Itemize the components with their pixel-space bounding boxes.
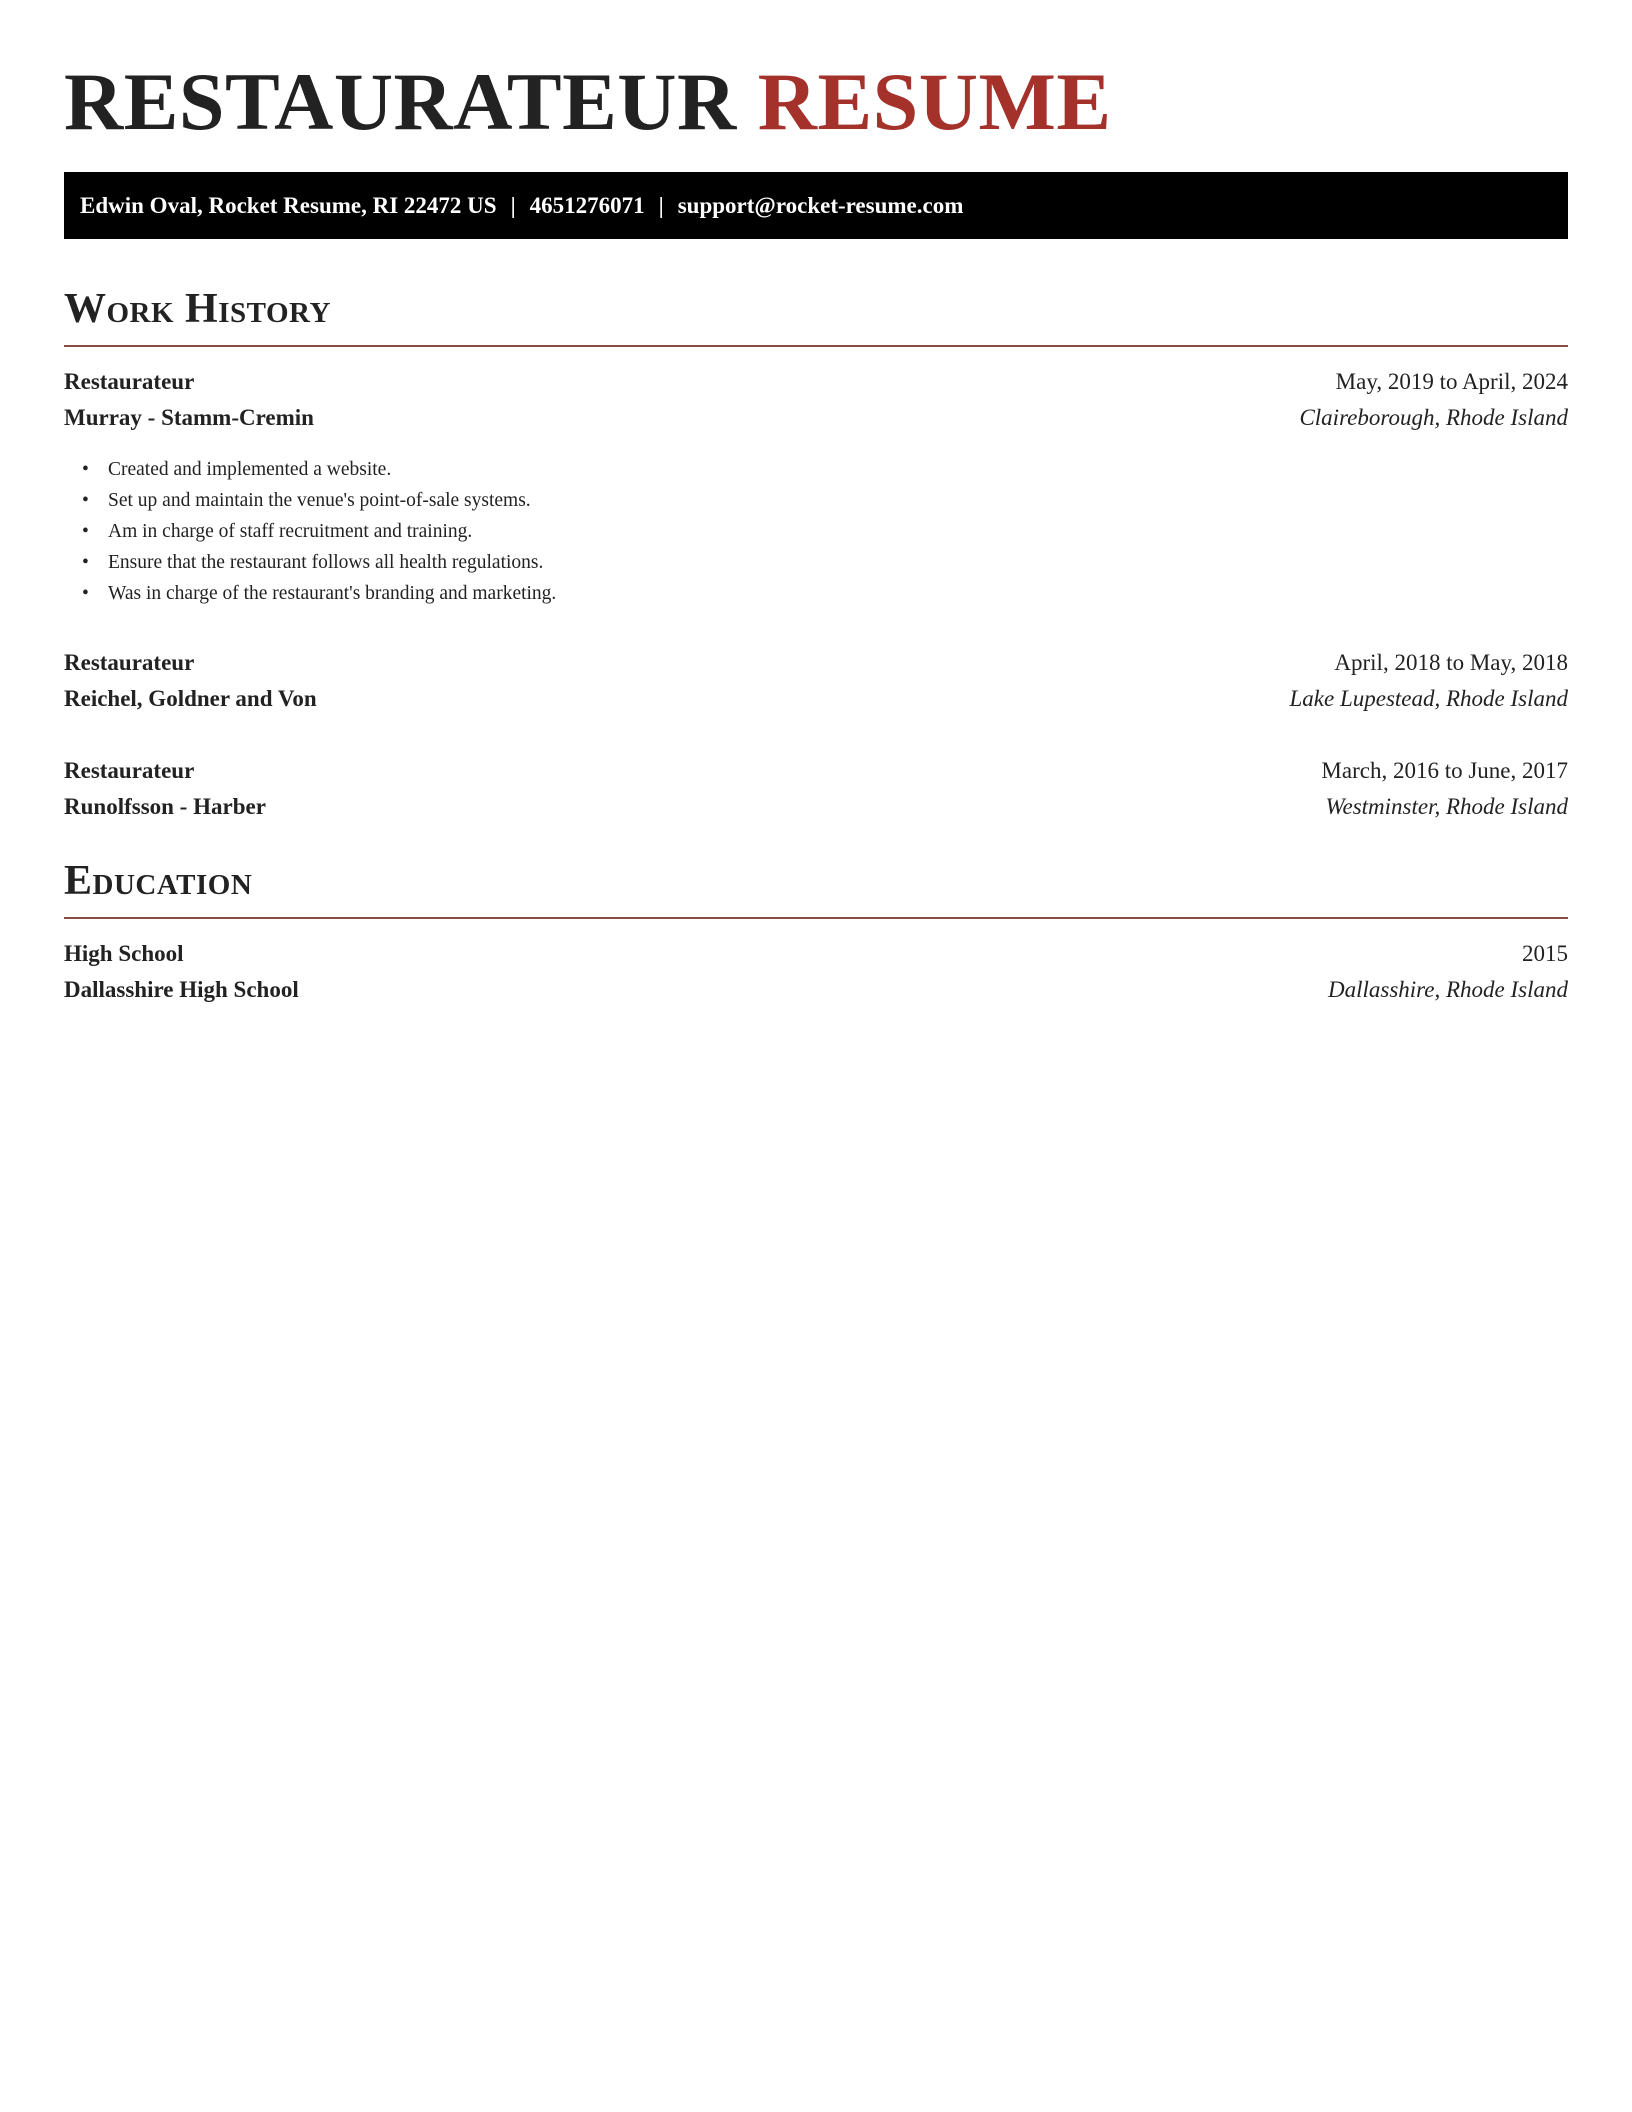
job-company-row <box>64 789 1568 825</box>
job-dates: March, 2016 to June, 2017 <box>1321 758 1568 783</box>
education-school-row <box>64 972 1568 1008</box>
job-dates: April, 2018 to May, 2018 <box>1334 650 1568 675</box>
education-year: 2015 <box>1522 941 1568 966</box>
job-company: Runolfsson - Harber <box>64 794 266 819</box>
section-divider <box>64 345 1568 347</box>
education-section <box>64 855 1568 1008</box>
job-title: Restaurateur <box>64 650 195 675</box>
responsibility-text: Ensure that the restaurant follows all health regulations. <box>108 552 544 573</box>
section-divider <box>64 917 1568 919</box>
responsibility-item <box>64 516 1568 547</box>
bullet-icon: • <box>82 552 89 573</box>
responsibility-text: Set up and maintain the venue's point-of-sale systems. <box>108 490 531 511</box>
bullet-icon: • <box>82 583 89 604</box>
responsibility-text: Created and implemented a website. <box>108 459 392 480</box>
section-heading-work-history: Work History <box>64 286 331 332</box>
job-header-row <box>64 645 1568 681</box>
responsibility-item <box>64 485 1568 516</box>
job-header-row <box>64 364 1568 400</box>
job-entry <box>64 645 1568 717</box>
job-company: Reichel, Goldner and Von <box>64 686 317 711</box>
contact-separator: | <box>658 193 664 218</box>
responsibility-item <box>64 578 1568 609</box>
job-entry <box>64 753 1568 825</box>
education-school: Dallasshire High School <box>64 977 299 1002</box>
job-responsibilities <box>64 454 1568 609</box>
responsibility-text: Was in charge of the restaurant's branding and marketing. <box>108 583 557 604</box>
job-company: Murray - Stamm-Cremin <box>64 405 314 430</box>
responsibility-item <box>64 454 1568 485</box>
title-word-accent: RESUME <box>757 56 1112 147</box>
education-degree: High School <box>64 941 184 966</box>
responsibility-text: Am in charge of staff recruitment and training. <box>108 521 473 542</box>
job-title: Restaurateur <box>64 369 195 394</box>
job-location: Westminster, Rhode Island <box>1325 794 1568 819</box>
responsibility-item <box>64 547 1568 578</box>
bullet-icon: • <box>82 459 89 480</box>
education-location: Dallasshire, Rhode Island <box>1328 977 1568 1002</box>
education-header-row <box>64 936 1568 972</box>
job-location: Claireborough, Rhode Island <box>1299 405 1568 430</box>
job-title: Restaurateur <box>64 758 195 783</box>
job-location: Lake Lupestead, Rhode Island <box>1289 686 1568 711</box>
work-history-section <box>64 283 1568 825</box>
resume-title <box>64 0 1568 152</box>
job-company-row <box>64 681 1568 717</box>
contact-phone: 4651276071 <box>529 193 645 218</box>
contact-email: support@rocket-resume.com <box>677 193 964 218</box>
contact-bar <box>64 172 1568 239</box>
contact-separator: | <box>510 193 516 218</box>
job-header-row <box>64 753 1568 789</box>
job-entry <box>64 364 1568 609</box>
bullet-icon: • <box>82 521 89 542</box>
contact-address: Edwin Oval, Rocket Resume, RI 22472 US <box>80 193 497 218</box>
section-heading-education: Education <box>64 858 253 904</box>
bullet-icon: • <box>82 490 89 511</box>
title-word-primary: RESTAURATEUR <box>64 56 737 147</box>
job-dates: May, 2019 to April, 2024 <box>1335 369 1568 394</box>
job-company-row <box>64 400 1568 436</box>
education-entry <box>64 936 1568 1008</box>
